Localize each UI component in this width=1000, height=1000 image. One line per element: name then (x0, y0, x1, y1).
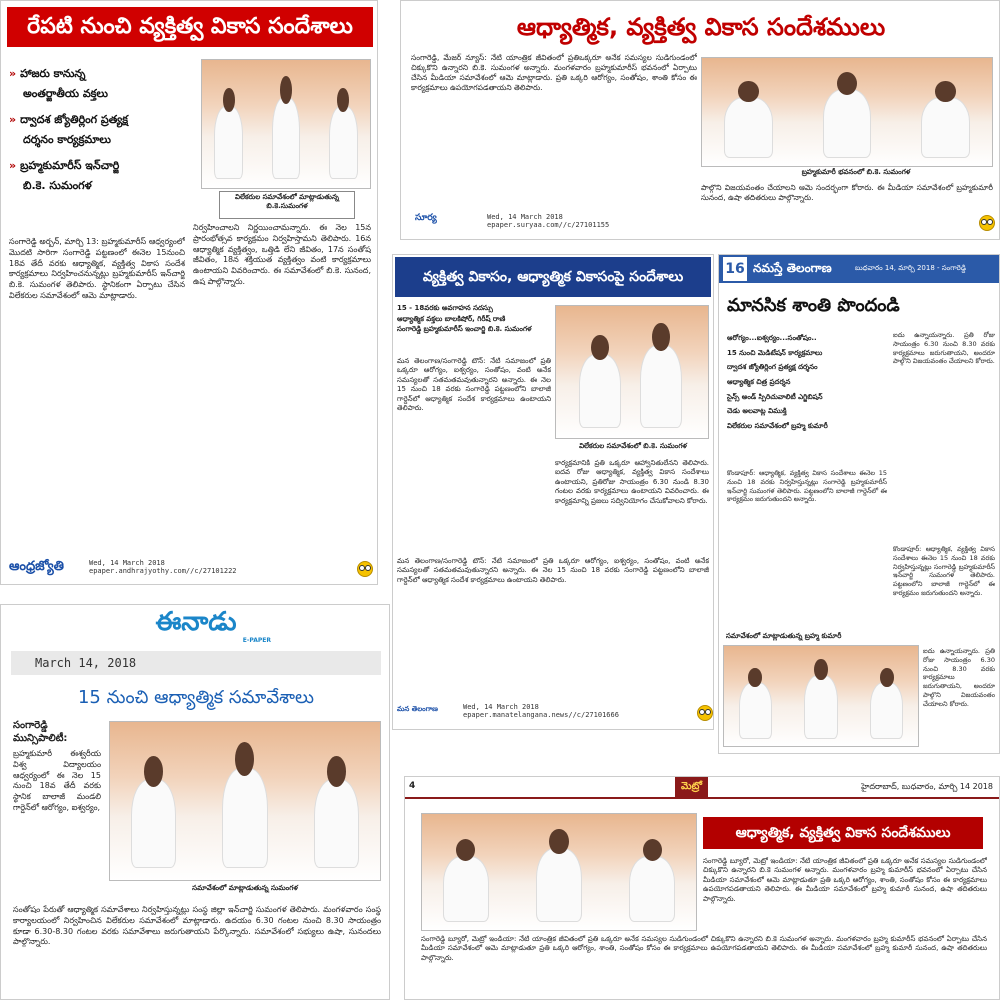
clip3-bullet: ఆధ్యాత్మిక వక్తలు బాలకిషోర్, గిరీష్ రాణి (397, 314, 506, 323)
clip4-masthead: నమస్తే తెలంగాణ (753, 261, 832, 275)
clip2-footer-url[interactable]: epaper.suryaa.com//c/27101155 (487, 221, 610, 230)
clip5-body-side: బ్రహ్మకుమారీ ఈశ్వరీయ విశ్వ విద్యాలయం ఆధ్వర్యంలో ఈ నెల 15 నుంచి 18వ తేదీ వరకు స్థానిక బాలాజీ మండలి గార్డెన్‌లో ఆరోగ్యం, ఐశ్వర్యం, (13, 749, 101, 812)
clip-eenadu (0, 604, 390, 1000)
clip5-datebar (11, 651, 381, 675)
clip3-caption: విలేకరుల సమావేశంలో బి.కె. సుమంగళ (563, 441, 703, 455)
clip1-caption: విలేకరుల సమావేశంలో మాట్లాడుతున్న బి.కె.సుమంగళ (219, 191, 355, 219)
clip3-photo (555, 305, 709, 439)
clip1-bullet: అంతర్జాతీయ వక్తలు (23, 87, 108, 100)
clip1-photo (201, 59, 371, 189)
clip5-masthead-sub: E-PAPER (242, 637, 271, 644)
clip4-body2: కొండాపూర్: ఆధ్యాత్మిక, వ్యక్తిత్వ వికాస సందేశాలు ఈనెల 15 నుంచి 18 వరకు నిర్వహిస్తున్నట్లు సంగారెడ్డి బ్రహ్మకుమారీస్ ఇన్‌చార్జి సుమంగళ తెలిపారు. పట్టణంలోని బాలాజీ గార్డెన్‌లో ఈ కార్యక్రమం జరుగుతుందని అన్నారు. (893, 545, 995, 597)
clip-namasthe-telangana (718, 254, 1000, 754)
clip6-page-no: 4 (409, 781, 416, 791)
clip5-masthead (121, 607, 271, 645)
clip-metro-india (404, 776, 1000, 1000)
clip4-page-no: 16 (723, 257, 747, 281)
clip6-masthead: మెట్రో (675, 777, 708, 797)
clip2-body: సంగారెడ్డి, మేజర్ న్యూస్: నేటి యాంత్రిక జీవితంలో ప్రతిఒక్కరూ అనేక సమస్యల సుడిగుండంలో చిక్కుకొని ఉన్నారని బి.కె. సుమంగళ అన్నారు. మంగళవారం బ్రహ్మకుమారీస్ భవనంలో ఏర్పాటు చేసిన మీడియా సమావేశంలో ఆమె మాట్లాడారు. ప్రతి ఒక్కరి ఆరోగ్యం, సంతోషం, శాంతి కోసం ఈ కార్యక్రమాలు ఉపయోగపడతాయని తెలిపారు. (411, 53, 697, 93)
clip6-photo (421, 813, 697, 931)
clip4-bullet: విలేకరుల సమావేశంలో బ్రహ్మ కుమారీ (727, 422, 828, 431)
owl-icon (357, 561, 373, 577)
clip1-bullets: » హాజరు కానున్న అంతర్జాతీయ వక్తలు » ద్వాదశ జ్యోతిర్లింగ ప్రత్యక్ష దర్శనం కార్యక్రమాలు » బ్రహ్మకుమారీస్ ఇన్‌చార్జి బి.కె. సుమంగళ (9, 67, 129, 192)
clip1-footer-date: Wed, 14 March 2018 (89, 559, 165, 567)
clip5-dateline: సంగారెడ్డి మున్సిపాలిటీ: (13, 720, 68, 744)
clip1-body-left: సంగారెడ్డి అర్బన్, మార్చి 13: బ్రహ్మకుమారీస్ ఆధ్వర్యంలో మొదటి సారిగా సంగారెడ్డి పట్టణంలో ఈనెల 15నుంచి 18వ తేదీ వరకు ఆధ్యాత్మిక, వ్యక్తిత్వ వికాస సందేశ కార్యక్రమాలు నిర్వహించనున్నట్లు బ్రహ్మకుమారీస్ ఇన్‌చార్జి బి.కె. సుమంగళ తెలిపారు. స్థానికంగా ఏర్పాటు చేసిన విలేకరుల సమావేశంలో ఆమె మాట్లాడారు. (9, 237, 185, 300)
clip1-footer-url[interactable]: epaper.andhrajyothy.com//c/27101222 (89, 567, 237, 576)
clip6-topbar (405, 777, 1000, 797)
clip4-topbar (719, 255, 1000, 283)
clip1-bullet: బి.కె. సుమంగళ (23, 179, 92, 192)
clip4-bullet: ఆరోగ్యం...ఐశ్వర్యం...సంతోషం.. (727, 334, 817, 342)
clip1-bullet: దర్శనం కార్యక్రమాలు (23, 133, 111, 146)
clip2-headline: ఆధ్యాత్మిక, వ్యక్తిత్వ వికాస సందేశములు (516, 13, 886, 41)
clip1-bullet: ద్వాదశ జ్యోతిర్లింగ ప్రత్యక్ష (20, 113, 129, 126)
clip2-caption: బ్రహ్మకుమారీ భవనంలో బి.కె. సుమంగళ (781, 167, 931, 181)
clip4-bullet: ఆధ్యాత్మిక చిత్ర ప్రదర్శన (727, 378, 791, 387)
clip1-headline: రేపటి నుంచి వ్యక్తిత్వ వికాస సందేశాలు (7, 7, 373, 47)
clip4-body3: ఐదు ఉన్నాయన్నారు. ప్రతి రోజు సాయంత్రం 6.30 నుంచి 8.30 వరకు కార్యక్రమాలు జరుగుతాయని, అందరూ పాల్గొని విజయవంతం చేయాలని కోరారు. (923, 647, 995, 708)
clip4-photo (723, 645, 919, 747)
owl-icon (697, 705, 713, 721)
clip5-headline: 15 నుంచి ఆధ్యాత్మిక సమావేశాలు (77, 687, 315, 708)
clip2-body2: పాల్గొని విజయవంతం చేయాలని ఆమె సందర్భంగా కోరారు. ఈ మీడియా సమావేశంలో బ్రహ్మకుమారీ సునంద, ఉషా తదితరులు పాల్గొన్నారు. (701, 183, 993, 203)
clip4-bullet: చెడు అలవాట్ల విముక్తి (727, 407, 787, 416)
clip1-masthead: ఆంధ్రజ్యోతి (9, 559, 64, 574)
clip3-footer (463, 703, 619, 720)
clip4-caption: సమావేశంలో మాట్లాడుతున్న బ్రహ్మ కుమారీ (726, 632, 842, 640)
clip6-body2: సంగారెడ్డి బ్యూరో, మెట్రో ఇండియా: నేటి యాంత్రిక జీవితంలో ప్రతి ఒక్కరూ అనేక సమస్యల సుడిగుండంలో చిక్కుకొని ఉన్నారని బి.కె సుమంగళ అన్నారు. మంగళవారం బ్రహ్మ కుమారీస్ భవనంలో ఏర్పాటు చేసిన మీడియా సమావేశంలో ఆమె మాట్లాడుతూ ప్రతి ఒక్కరి ఆరోగ్యం, శాంతి, సంతోషం కోసం ఈ కార్యక్రమాలు ఉపయోగపడతాయని తెలిపారు. ఈ మీడియా సమావేశంలో బ్రహ్మ కుమారీ సునంద, ఉషా తదితరులు పాల్గొన్నారు. (421, 935, 987, 962)
clip-suryaa (400, 0, 1000, 240)
clip5-body: సంతోషం పేరుతో ఆధ్యాత్మిక సమావేశాలు నిర్వహిస్తున్నట్లు సంస్థ జిల్లా ఇన్‌చార్జి సుమంగళ తెలిపారు. మంగళవారం సంస్థ కార్యాలయంలో నిర్వహించిన విలేకరుల సమావేశంలో మాట్లాడారు. ఉదయం 6.30 గంటల నుంచి 8.30 సాయంత్రం కూడా 6.30-8.30 గంటల వరకు సమావేశాలు జరుగుతాయని పేర్కొన్నారు. సమావేశంలో సభ్యులు ఉషా, సునందలు పాల్గొన్నారు. (13, 905, 381, 947)
clip2-footer-date: Wed, 14 March 2018 (487, 213, 563, 221)
clip4-body: కొండాపూర్: ఆధ్యాత్మిక, వ్యక్తిత్వ వికాస సందేశాలు ఈనెల 15 నుంచి 18 వరకు నిర్వహిస్తున్నట్లు సంగారెడ్డి బ్రహ్మకుమారీస్ ఇన్‌చార్జి సుమంగళ తెలిపారు. పట్టణంలోని బాలాజీ గార్డెన్‌లో ఈ కార్యక్రమం జరుగుతుందని అన్నారు. (727, 469, 887, 504)
clip3-masthead: మన తెలంగాణ (397, 705, 438, 713)
clip3-bullet: 15 - 18వరకు అవగాహన సదస్సు (397, 304, 493, 312)
clip-andhrajyothy (0, 0, 378, 585)
clip3-bullet: సంగారెడ్డి బ్రహ్మకుమారీస్ ఇంచార్జి బి.కె. సుమంగళ (397, 325, 532, 333)
clip1-bullet: బ్రహ్మకుమారీస్ ఇన్‌చార్జి (20, 159, 120, 172)
clip3-footer-date: Wed, 14 March 2018 (463, 703, 539, 711)
clip-manatelangana (392, 254, 714, 730)
clip1-footer (89, 559, 237, 576)
clip4-bullet: సైన్స్ అండ్ స్పిరిచువాలిటీ ఎగ్జిబిషన్ (727, 392, 823, 401)
clip4-headline: మానసిక శాంతి పొందండి (727, 295, 900, 316)
owl-icon (979, 215, 995, 231)
clip3-footer-url[interactable]: epaper.manatelangana.news//c/27101666 (463, 711, 619, 720)
clip1-bullet: హాజరు కానున్న (20, 67, 86, 80)
clip5-photo (109, 721, 381, 881)
clip2-footer (487, 213, 609, 230)
clip6-dateline: హైదరాబాద్, బుధవారం, మార్చి 14 2018 (861, 782, 993, 791)
clip3-body: మన తెలంగాణ/సంగారెడ్డి టౌన్: నేటి సమాజంలో ప్రతి ఒక్కరూ ఆరోగ్యం, ఐశ్వర్యం, సంతోషం, వంటి అనేక సమస్యలతో సతమతమవుతున్నారని అన్నారు. ఈ నెల 15 నుంచి 18 వరకు సంగారెడ్డి పట్టణంలోని బాలాజీ గార్డెన్‌లో ఆధ్యాత్మిక సందేశ కార్యక్రమాలు ఉంటాయని తెలిపారు. (397, 357, 551, 413)
clip3-body3: మన తెలంగాణ/సంగారెడ్డి టౌన్: నేటి సమాజంలో ప్రతి ఒక్కరూ ఆరోగ్యం, ఐశ్వర్యం, సంతోషం, వంటి అనేక సమస్యలతో సతమతమవుతున్నారని అన్నారు. ఈ నెల 15 నుంచి 18 వరకు సంగారెడ్డి పట్టణంలోని బాలాజీ గార్డెన్‌లో ఆధ్యాత్మిక సందేశ కార్యక్రమాలు ఉంటాయని తెలిపారు. (397, 557, 709, 584)
clip4-bullet: 15 నుంచి మెడిటేషన్ కార్యక్రమాలు (727, 348, 823, 357)
clip6-body: సంగారెడ్డి బ్యూరో, మెట్రో ఇండియా: నేటి యాంత్రిక జీవితంలో ప్రతి ఒక్కరూ అనేక సమస్యల సుడిగుండంలో చిక్కుకొని ఉన్నారని బి.కె సుమంగళ అన్నారు. మంగళవారం బ్రహ్మ కుమారీస్ భవనంలో ఏర్పాటు చేసిన మీడియా సమావేశంలో ఆమె మాట్లాడుతూ ప్రతి ఒక్కరి ఆరోగ్యం, శాంతి, సంతోషం కోసం ఈ కార్యక్రమాలు ఉపయోగపడతాయని తెలిపారు. ఈ మీడియా సమావేశంలో బ్రహ్మ కుమారీ సునంద, ఉషా తదితరులు పాల్గొన్నారు. (703, 857, 987, 903)
clip2-photo (701, 57, 993, 167)
clip3-headline: వ్యక్తిత్వ వికాసం, ఆధ్యాత్మిక వికాసంపై సందేశాలు (395, 257, 711, 297)
clip4-bullet: ద్వాదశ జ్యోతిర్లింగ ప్రత్యక్ష దర్శనం (727, 363, 818, 372)
clip5-date: March 14, 2018 (35, 656, 137, 670)
clip3-bullets (397, 303, 553, 335)
clip4-dateline: బుధవారం 14, మార్చి 2018 - సంగారెడ్డి (855, 264, 966, 272)
clip2-masthead: సూర్య (415, 213, 437, 223)
clip6-headline: ఆధ్యాత్మిక, వ్యక్తిత్వ వికాస సందేశములు (703, 817, 983, 849)
clip3-body2: కార్యక్రమానికి ప్రతి ఒక్కరూ ఆహ్వానితులేనని తెలిపారు. ఐదవ రోజు ఆధ్యాత్మిక, వ్యక్తిత్వ వికాస సందేశాలు ఉంటాయని, ప్రతిరోజు సాయంత్రం 6.30 నుండి 8.30 గంటల వరకు కార్యక్రమాలు ఉంటాయని వివరించారు. ఈ కార్యక్రమాన్ని ప్రజలు సద్వినియోగం చేసుకోవాలని కోరారు. (555, 459, 709, 505)
clip1-body-right: నిర్వహించాలని నిర్ణయించామన్నారు. ఈ నెల 15న ప్రారంభోత్సవ కార్యక్రమం నిర్వహిస్తామని తెలిపారు. 16న ఆధ్యాత్మిక వ్యక్తిత్వం, ఒత్తిడి లేని జీవితం, 17న సంతోష జీవితం, 18న శక్తియుత వ్యక్తిత్వం వంటి కార్యక్రమాలు ఉంటాయని వివరించారు. ఈ సమావేశంలో బి.కె. సునంద, ఉష పాల్గొన్నారు. (193, 223, 371, 286)
clip4-body-right: ఐదు ఉన్నాయన్నారు. ప్రతి రోజు సాయంత్రం 6.30 నుంచి 8.30 వరకు కార్యక్రమాలు జరుగుతాయని, అందరూ పాల్గొని విజయవంతం చేయాలని కోరారు. (893, 331, 995, 366)
clip4-bullets (727, 331, 887, 434)
clip5-caption: సమావేశంలో మాట్లాడుతున్న సుమంగళ (109, 883, 381, 897)
clip6-rule (405, 797, 1000, 799)
clip5-masthead-title: ఈనాడు (155, 607, 237, 637)
